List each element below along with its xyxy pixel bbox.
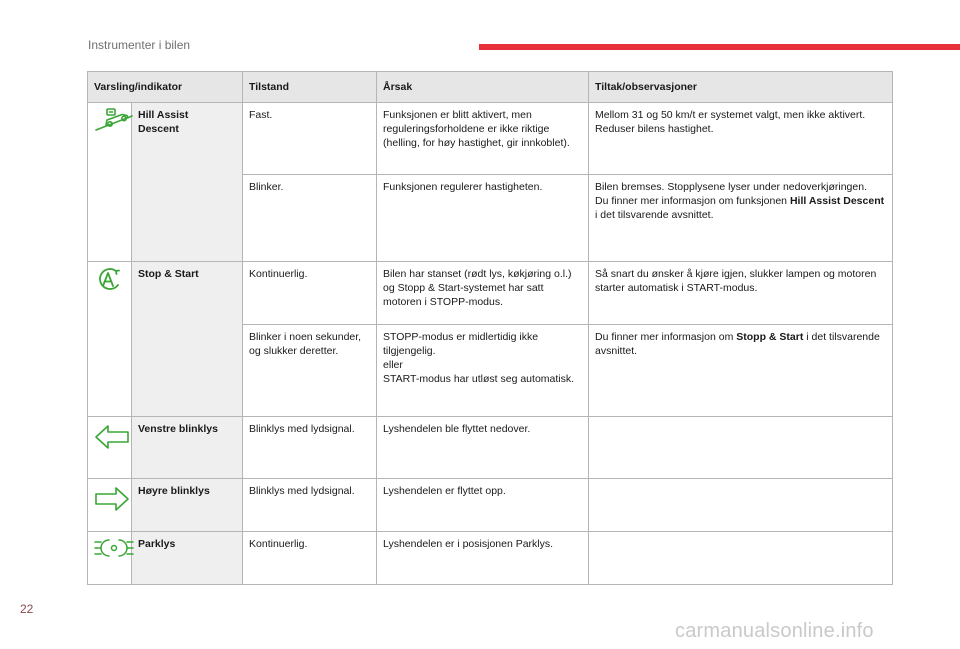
right-turn-signal-icon [94, 484, 125, 514]
watermark: carmanualsonline.info [675, 620, 874, 642]
indicator-icon-cell [88, 479, 132, 532]
cause-cell: Lyshendelen er flyttet opp. [377, 479, 589, 532]
table-header-row [88, 72, 893, 103]
indicator-icon-cell [88, 417, 132, 479]
indicator-icon-cell [88, 103, 132, 262]
header-accent-bar [479, 44, 960, 50]
table-row [88, 103, 893, 175]
page-number: 22 [20, 602, 34, 616]
action-cell: Så snart du ønsker å kjøre igjen, slukker lampen og motoren starter automatisk i START-modus. [589, 262, 893, 325]
cause-cell: Lyshendelen er i posisjonen Parklys. [377, 532, 589, 585]
state-cell: Blinker. [243, 175, 377, 262]
indicator-name: Parklys [132, 532, 243, 585]
table-row [88, 262, 893, 325]
stop-start-icon [94, 267, 125, 293]
state-cell: Kontinuerlig. [243, 262, 377, 325]
action-cell: Du finner mer informasjon om Stopp & Start i det tilsvarende avsnittet. [589, 325, 893, 417]
action-cell [589, 479, 893, 532]
state-cell: Blinker i noen sekunder, og slukker deretter. [243, 325, 377, 417]
action-cell [589, 532, 893, 585]
table-row [88, 417, 893, 479]
cause-cell: STOPP-modus er midlertidig ikke tilgjengelig. eller START-modus har utløst seg automatisk. [377, 325, 589, 417]
parking-lights-icon [94, 537, 125, 559]
indicator-icon-cell [88, 532, 132, 585]
page-section-title: Instrumenter i bilen [88, 38, 191, 52]
indicator-table [87, 71, 893, 585]
indicator-name: Hill Assist Descent [132, 103, 243, 262]
indicator-icon-cell [88, 262, 132, 417]
action-cell [589, 417, 893, 479]
column-header-action: Tiltak/observasjoner [589, 72, 893, 103]
table-row [88, 479, 893, 532]
indicator-name: Høyre blinklys [132, 479, 243, 532]
left-turn-signal-icon [94, 422, 125, 452]
state-cell: Blinklys med lydsignal. [243, 417, 377, 479]
column-header-state: Tilstand [243, 72, 377, 103]
state-cell: Kontinuerlig. [243, 532, 377, 585]
cause-cell: Lyshendelen ble flyttet nedover. [377, 417, 589, 479]
indicator-name: Stop & Start [132, 262, 243, 417]
cause-cell: Bilen har stanset (rødt lys, køkjøring o.l.) og Stopp & Start-systemet har satt motoren i STOPP-modus. [377, 262, 589, 325]
state-cell: Blinklys med lydsignal. [243, 479, 377, 532]
cause-cell: Funksjonen er blitt aktivert, men reguleringsforholdene er ikke riktige (helling, for høy hastighet, gir innkoblet). [377, 103, 589, 175]
action-cell: Bilen bremses. Stopplysene lyser under nedoverkjøringen. Du finner mer informasjon om funksjonen Hill Assist Descent i det tilsvarende avsnittet. [589, 175, 893, 262]
state-cell: Fast. [243, 103, 377, 175]
cause-cell: Funksjonen regulerer hastigheten. [377, 175, 589, 262]
column-header-cause: Årsak [377, 72, 589, 103]
hill-assist-descent-icon [94, 108, 125, 132]
action-cell: Mellom 31 og 50 km/t er systemet valgt, men ikke aktivert. Reduser bilens hastighet. [589, 103, 893, 175]
indicator-name: Venstre blinklys [132, 417, 243, 479]
table-row [88, 532, 893, 585]
column-header-indicator: Varsling/indikator [88, 72, 243, 103]
